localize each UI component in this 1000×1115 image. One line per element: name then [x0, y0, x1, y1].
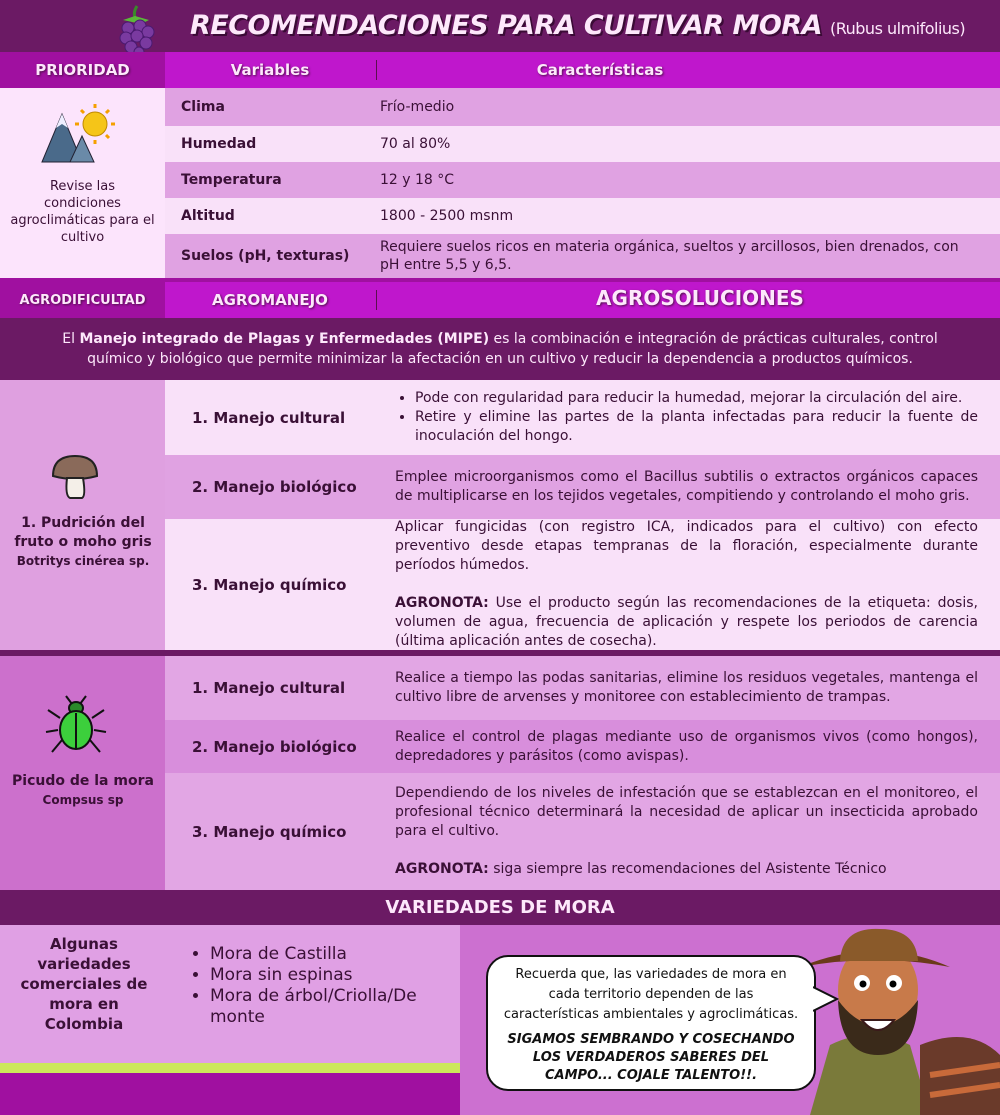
management-row: 3. Manejo químico Dependiendo de los niveles de infestación que se establezcan en el monitoreo, el profesional técnico determinará la necesidad de aplicar un insecticida aprobado para el cultivo. AGRONOTA: siga siempre las recomendaciones del Asistente Técnico: [165, 773, 1000, 890]
weevil-icon: [44, 694, 108, 758]
header-variables: Variables: [230, 61, 310, 79]
bubble-slogan: SIGAMOS SEMBRANDO Y COSECHANDO LOS VERDADEROS SABERES DEL CAMPO... COJALE TALENTO!!.: [507, 1032, 795, 1083]
variable-row: Clima Frío-medio: [165, 88, 1000, 126]
green-stripe: [0, 1063, 460, 1073]
variety-item: • Mora de árbol/Criolla/De monte: [210, 986, 440, 1028]
divider: [376, 290, 377, 310]
variety-item: • Mora sin espinas: [210, 965, 440, 986]
priority-text: Revise las condiciones agroclimáticas para el cultivo: [10, 179, 155, 245]
management-row: 2. Manejo biológico Emplee microorganismos como el Bacillus subtilis o extractos orgánicos capaces de multiplicarse en los tejidos vegetales, compitiendo y controlando el moho gris.: [165, 455, 1000, 519]
varieties-title: VARIEDADES DE MORA: [0, 890, 1000, 925]
problem-cell: [0, 656, 165, 890]
problem-cell: [0, 380, 165, 650]
management-row: 1. Manejo cultural Realice a tiempo las podas sanitarias, elimine los residuos vegetales, mantenga el cultivo libre de arvenses y monitoree con establecimiento de trampas.: [165, 656, 1000, 720]
page-title: RECOMENDACIONES PARA CULTIVAR MORA (Rubus ulmifolius): [190, 10, 966, 41]
variety-item: • Mora de Castilla: [210, 944, 440, 965]
problem-name: 1. Pudrición del fruto o moho gris: [14, 515, 152, 550]
mushroom-icon: [50, 452, 100, 502]
problem-scientific: Botritys cinérea sp.: [16, 554, 150, 568]
mipe-description: El Manejo integrado de Plagas y Enfermedades (MIPE) es la combinación e integración de prácticas culturales, control químico y biológico que permite minimizar la afectación en un cultivo y reducir la dependencia a productos químicos.: [0, 318, 1000, 380]
bubble-tail: [813, 985, 839, 1015]
variable-row: Suelos (pH, texturas) Requiere suelos ricos en materia orgánica, sueltos y arcillosos, bien drenados, con pH entre 5,5 y 6,5.: [165, 234, 1000, 278]
problem-scientific: Compsus sp: [42, 793, 124, 807]
header-prioridad: PRIORIDAD: [0, 52, 165, 88]
varieties-intro: Algunas variedades comerciales de mora en Colombia: [20, 935, 148, 1033]
bubble-text: Recuerda que, las variedades de mora en cada territorio dependen de las características ambientales y agroclimáticas.: [503, 967, 799, 1022]
variable-row: Temperatura 12 y 18 °C: [165, 162, 1000, 198]
header-agrosoluciones: AGROSOLUCIONES: [596, 286, 804, 310]
variable-row: Altitud 1800 - 2500 msnm: [165, 198, 1000, 234]
mountain-sun-icon: [40, 102, 120, 172]
variable-row: Humedad 70 al 80%: [165, 126, 1000, 162]
problem-name: Picudo de la mora: [12, 773, 154, 789]
blackberry-icon: [115, 4, 157, 58]
header-agrodificultad: AGRODIFICULTAD: [0, 282, 165, 318]
management-row: 3. Manejo químico Aplicar fungicidas (con registro ICA, indicados para el cultivo) con efecto preventivo desde etapas tempranas de la floración, especialmente durante períodos húmedos. AGRONOTA: Use el producto según las recomendaciones de la etiqueta: dosis, volumen de agua, frecuencia de aplicación y respete los periodos de carencia (última aplicación antes de cosecha).: [165, 519, 1000, 650]
priority-cell: [0, 88, 165, 278]
divider: [376, 60, 377, 80]
header-agromanejo: AGROMANEJO: [212, 291, 328, 309]
header-caracteristicas: Características: [536, 61, 664, 79]
management-row: 1. Manejo cultural • Pode con regularidad para reducir la humedad, mejorar la circulación del aire. • Retire y elimine las partes de la planta infectadas para reducir la fuente de inoculación del hongo.: [165, 380, 1000, 455]
varieties-list: [210, 944, 440, 1028]
speech-bubble: [486, 955, 816, 1091]
management-row: 2. Manejo biológico Realice el control de plagas mediante uso de organismos vivos (como hongos), depredadores y parásitos (como avispas).: [165, 720, 1000, 773]
